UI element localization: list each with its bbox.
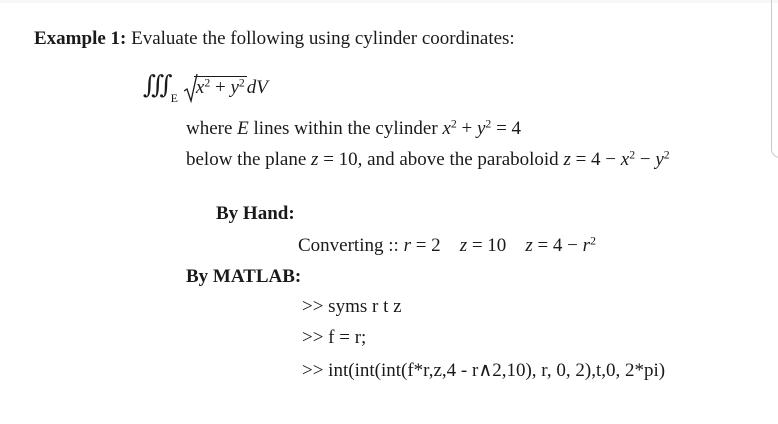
differential-d: d xyxy=(246,77,257,98)
integral-region-subscript: E xyxy=(170,91,178,105)
var-z: z xyxy=(525,235,533,256)
var-y: y xyxy=(655,149,664,170)
differential-v: V xyxy=(256,77,268,98)
example-heading xyxy=(34,28,515,50)
var-x: x xyxy=(442,118,451,139)
operator: + xyxy=(456,118,477,139)
operator: − xyxy=(635,149,656,170)
matlab-line-1: >> syms r t z xyxy=(302,296,402,317)
var-x: x xyxy=(195,77,205,98)
scroll-panel-edge xyxy=(771,0,778,158)
matlab-line-2: >> f = r; xyxy=(302,327,367,348)
exponent: 2 xyxy=(450,117,457,131)
var-y: y xyxy=(476,118,486,139)
exponent: 2 xyxy=(629,148,636,162)
exponent: 2 xyxy=(238,76,245,90)
plane-text: = 10, and above the paraboloid xyxy=(318,149,564,170)
example-label: Example 1: xyxy=(34,28,127,49)
condition-text: lines within the cylinder xyxy=(248,118,443,139)
exponent: 2 xyxy=(663,148,670,162)
equation-text: = 10 xyxy=(467,235,526,256)
triple-integral xyxy=(143,70,268,105)
by-hand-heading: By Hand: xyxy=(216,203,295,224)
square-root xyxy=(184,76,247,99)
condition-prefix: where xyxy=(186,118,238,139)
region-e: E xyxy=(237,118,249,139)
converting-label: Converting :: xyxy=(298,235,404,256)
converting-line xyxy=(298,235,596,257)
operator: + xyxy=(210,77,231,98)
exponent: 2 xyxy=(485,117,492,131)
condition-line-1 xyxy=(186,118,521,140)
condition-line-2 xyxy=(186,149,670,171)
matlab-line-3: >> int(int(int(f*r,z,4 - r∧2,10), r, 0, 2),t,0, 2*pi) xyxy=(302,360,666,381)
var-r: r xyxy=(582,235,591,256)
var-r: r xyxy=(403,235,411,256)
var-z: z xyxy=(459,235,468,256)
exponent: 2 xyxy=(590,234,596,248)
by-matlab-heading: By MATLAB: xyxy=(186,266,302,287)
var-y: y xyxy=(230,77,239,98)
operator: = 4 − xyxy=(570,149,621,170)
radicand xyxy=(194,76,247,99)
condition-prefix: below the plane xyxy=(186,149,312,170)
equation-text: = 4 − xyxy=(532,235,583,256)
equals-value: = 4 xyxy=(491,118,522,139)
radical-sign-icon xyxy=(184,73,198,103)
exponent: 2 xyxy=(204,76,211,90)
top-border xyxy=(0,0,778,3)
equation-text: = 2 xyxy=(410,235,460,256)
example-instruction: Evaluate the following using cylinder coordinates: xyxy=(126,28,515,49)
triple-integral-symbol: ∭ xyxy=(143,72,167,99)
var-z: z xyxy=(311,149,319,170)
var-x: x xyxy=(620,149,630,170)
var-z: z xyxy=(563,149,571,170)
